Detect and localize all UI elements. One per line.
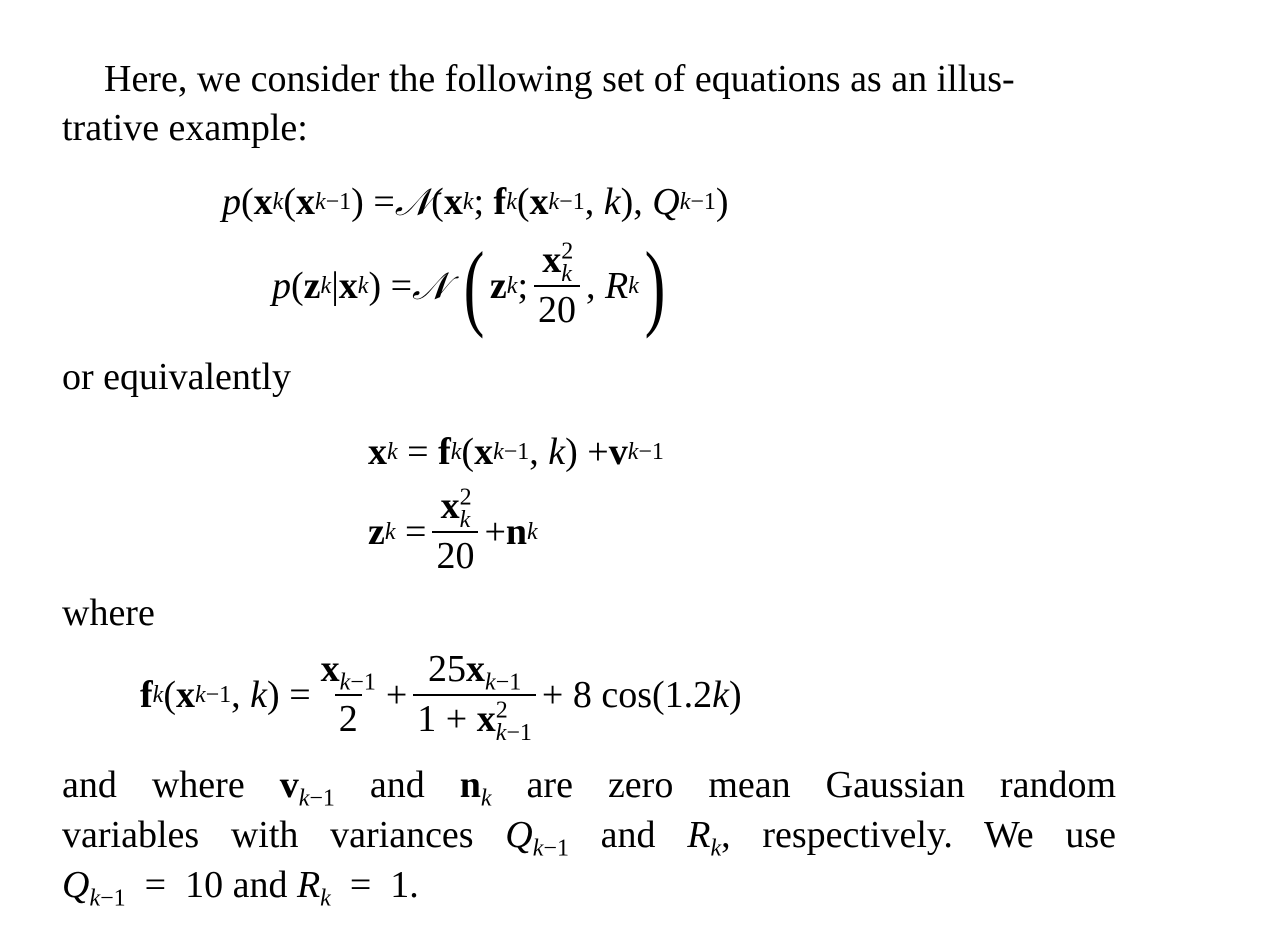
connector-where: where: [62, 592, 155, 634]
equation-transition-density: p ( x k ( x k−1 ) = 𝒩 ( x k ; f k ( x k−1 , k ), Q k−1 ): [222, 180, 729, 224]
equation-likelihood: p ( z k | x k ) = 𝒩 ( z k ; $\frac{x^2_k}{20}$ , R k ): [272, 231, 666, 339]
conclusion-line-1: and where $v_{k-1}$ and $n_k$ are zero mean Gaussian random: [62, 764, 1116, 812]
intro-line-1: Here, we consider the following set of equations as an illus-: [104, 58, 1015, 100]
fraction-xk1-over-2: $\frac{x_{k-1}}{2}$: [320, 648, 376, 740]
equation-fk-definition: f k ( x k−1 , k ) = $\frac{x_{k-1}}{2}$ + $\frac{25x_{k-1}}{1 + x^2_{k-1}}$ + 8 cos(1.2 k ): [140, 648, 742, 746]
fraction-25xk1-over-1plus-xk1sq: $\frac{25x_{k-1}}{1 + x^2_{k-1}}$: [413, 650, 536, 740]
conclusion-line-2: variables with variances $Q_{k-1}$ and $R_k$, respectively. We use: [62, 814, 1116, 862]
connector-or-equivalently: or equivalently: [62, 356, 291, 398]
equation-state: x k = f k ( x k−1 , k ) + v k−1: [368, 431, 664, 473]
fraction-xk2-over-20-b: $\frac{x^2_k}{20}$: [432, 487, 478, 577]
intro-line-2: trative example:: [62, 107, 308, 149]
conclusion-line-3: $Q_{k-1} = 10$ and $R_k = 1$.: [62, 864, 419, 912]
fraction-xk2-over-20: $\frac{x^2_k}{20}$: [534, 241, 580, 331]
equation-measurement: z k = $\frac{x^2_k}{20}$ + n k: [368, 484, 538, 577]
